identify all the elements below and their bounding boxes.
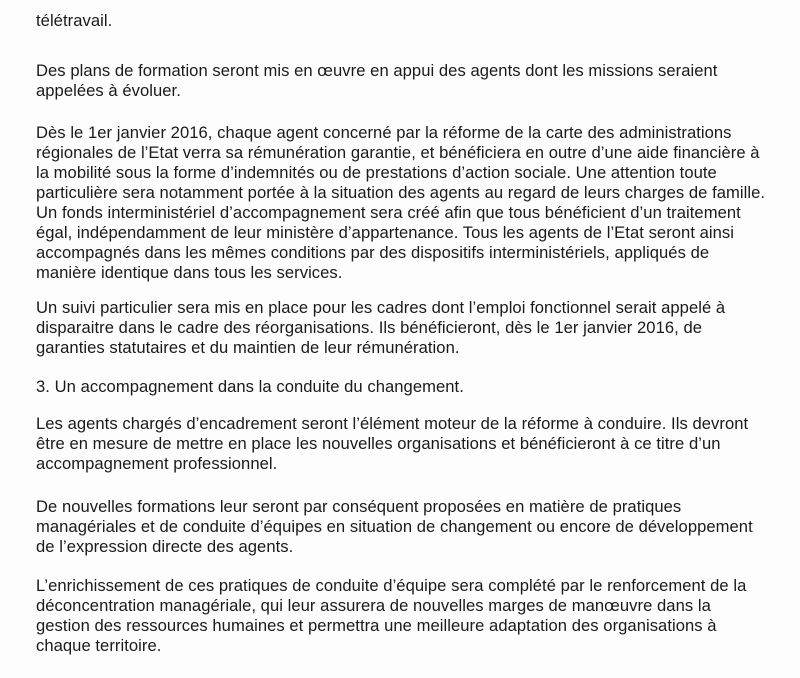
paragraph-managers-role: Les agents chargés d’encadrement seront l’élément moteur de la réforme à conduire. Ils devront être en mesure de mettre en place les nouvelles organisations et bénéficieront à ce titre d’un accompagnement professionnel. xyxy=(36,414,749,473)
paragraph-managerial-deconcentration: L’enrichissement de ces pratiques de conduite d’équipe sera complété par le renforcement de la déconcentration managériale, qui leur assurera de nouvelles marges de manœuvre dans la gestion des ressources humaines et permettra une meilleure adaptation des organisations à chaque territoire. xyxy=(36,576,747,655)
paragraph-new-trainings: De nouvelles formations leur seront par conséquent proposées en matière de pratiques managériales et de conduite d’équipes en situation de changement ou encore de développement de l’expression directe des agents. xyxy=(36,497,753,556)
paragraph-training-plans: Des plans de formation seront mis en œuvre en appui des agents dont les missions seraient appelées à évoluer. xyxy=(36,61,718,100)
paragraph-teletravail-ending: télétravail. xyxy=(36,11,113,30)
paragraph-salary-guarantee: Dès le 1er janvier 2016, chaque agent concerné par la réforme de la carte des administrations régionales de l’Etat verra sa rémunération garantie, et bénéficiera en outre d’une aide financière à la mobilité sous la forme d’indemnités ou de prestations d’action sociale. Une attention toute particulière sera notamment portée à la situation des agents au regard de leurs charges de famille. Un fonds interministériel d’accompagnement sera créé afin que tous bénéficient d’un traitement égal, indépendamment de leur ministère d’appartenance. Tous les agents de l’Etat seront ainsi accompagnés dans les mêmes conditions par des dispositifs interministériels, appliqués de manière identique dans tous les services. xyxy=(36,123,766,282)
paragraph-executive-follow-up: Un suivi particulier sera mis en place pour les cadres dont l’emploi fonctionnel serait appelé à disparaitre dans le cadre des réorganisations. Ils bénéficieront, dès le 1er janvier 2016, de garanties statutaires et du maintien de leur rémunération. xyxy=(36,298,726,357)
section-heading-change-management: 3. Un accompagnement dans la conduite du changement. xyxy=(36,377,464,396)
